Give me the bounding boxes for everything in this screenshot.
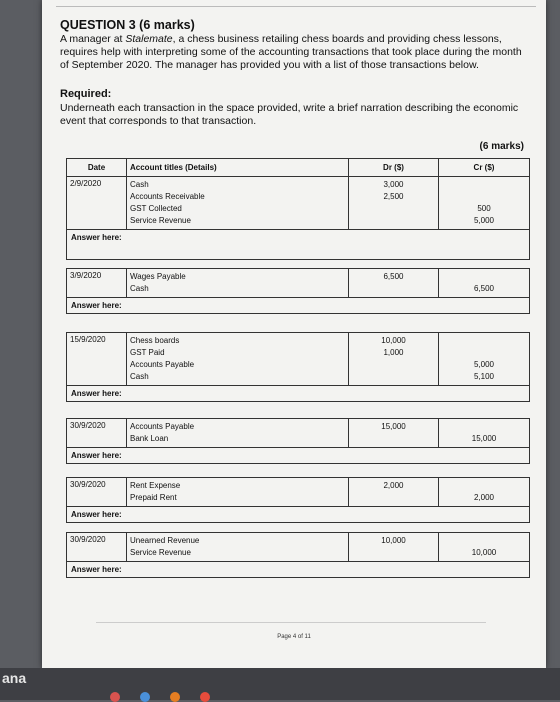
credit-amount: 2,000 [473, 493, 495, 502]
question-intro [60, 33, 530, 72]
marks-label: (6 marks) [479, 141, 524, 152]
debit-amount: 2,000 [383, 481, 404, 490]
answer-area[interactable] [67, 447, 529, 463]
account-title: Accounts Payable [130, 360, 195, 369]
transaction-table [66, 158, 530, 260]
debit-amount [352, 433, 435, 445]
credit-amount: 5,100 [473, 372, 495, 381]
table-row [67, 419, 529, 447]
credit-amount: 5,000 [473, 216, 495, 225]
credit-amount: 500 [477, 204, 491, 213]
transaction-date: 30/9/2020 [67, 419, 127, 447]
app-icon[interactable] [170, 692, 180, 702]
debit-amount [352, 203, 435, 215]
page-footer: Page 4 of 11 [277, 634, 311, 640]
taskbar-label: ana [2, 670, 27, 686]
credit-amount [442, 421, 526, 433]
credit-amount: 15,000 [471, 434, 497, 443]
debit-amount: 6,500 [383, 272, 404, 281]
transaction-table [66, 532, 530, 578]
answer-area[interactable] [67, 229, 529, 259]
debit-amount [352, 283, 435, 295]
account-title: Cash [130, 372, 149, 381]
account-title: GST Paid [130, 348, 165, 357]
credit-amount [442, 191, 526, 203]
debit-amount: 10,000 [381, 336, 406, 345]
debit-amount: 2,500 [383, 192, 404, 201]
debit-amount: 10,000 [381, 536, 406, 545]
answer-label: Answer here: [71, 565, 122, 574]
table-row [67, 269, 529, 297]
credit-amount [442, 535, 526, 547]
account-title: Accounts Payable [130, 422, 195, 431]
account-title: Service Revenue [130, 216, 191, 225]
app-icon[interactable] [110, 692, 120, 702]
debit-amount: 15,000 [381, 422, 406, 431]
table-row [67, 533, 529, 561]
debit-amount: 3,000 [383, 180, 404, 189]
credit-amount: 6,500 [473, 284, 495, 293]
debit-amount [352, 359, 435, 371]
answer-area[interactable] [67, 297, 529, 313]
credit-amount: 5,000 [473, 360, 495, 369]
question-title: QUESTION 3 (6 marks) [60, 18, 195, 32]
account-title: Wages Payable [130, 272, 186, 281]
document-page [42, 0, 546, 668]
intro-company: Stalemate [125, 33, 173, 45]
app-icon[interactable] [140, 692, 150, 702]
debit-amount: 1,000 [383, 348, 404, 357]
header-dr: Dr ($) [349, 159, 439, 177]
answer-label: Answer here: [71, 510, 122, 519]
account-title: Service Revenue [130, 548, 191, 557]
intro-text-b: , a chess business retailing chess boards and providing chess lessons, requires help with interpreting some of the accounting transactions that took place during the month of September 2020. The manager has provided you with a list of those transactions below. [60, 33, 522, 71]
transaction-table [66, 268, 530, 314]
table-row [67, 333, 529, 385]
header-date: Date [67, 159, 127, 177]
debit-amount [352, 215, 435, 227]
answer-area[interactable] [67, 506, 529, 522]
intro-text-a: A manager at [60, 33, 126, 45]
credit-amount [442, 347, 526, 359]
debit-amount [352, 547, 435, 559]
account-title: Accounts Receivable [130, 192, 205, 201]
transaction-table [66, 418, 530, 464]
transaction-date: 15/9/2020 [67, 333, 127, 385]
transaction-table [66, 332, 530, 402]
answer-label: Answer here: [71, 451, 122, 460]
footer-rule [96, 622, 486, 623]
app-icon[interactable] [200, 692, 210, 702]
transaction-table [66, 477, 530, 523]
transaction-date: 3/9/2020 [67, 269, 127, 297]
account-title: Cash [130, 284, 149, 293]
account-title: Bank Loan [130, 434, 169, 443]
debit-amount [352, 371, 435, 383]
table-row [67, 478, 529, 506]
account-title: Unearned Revenue [130, 536, 200, 545]
credit-amount [442, 179, 526, 191]
account-title: Cash [130, 180, 149, 189]
debit-amount [352, 492, 435, 504]
header-cr: Cr ($) [439, 159, 529, 177]
account-title: Prepaid Rent [130, 493, 177, 502]
credit-amount [442, 271, 526, 283]
answer-area[interactable] [67, 385, 529, 401]
answer-label: Answer here: [71, 389, 122, 398]
transaction-date: 2/9/2020 [67, 177, 127, 229]
required-heading: Required: [60, 88, 112, 100]
table-row [67, 177, 529, 229]
credit-amount [442, 335, 526, 347]
answer-label: Answer here: [71, 301, 122, 310]
page-top-rule [56, 6, 536, 7]
answer-label: Answer here: [71, 233, 122, 242]
credit-amount: 10,000 [471, 548, 497, 557]
answer-area[interactable] [67, 561, 529, 577]
table-header-row [67, 159, 529, 177]
account-title: Chess boards [130, 336, 180, 345]
required-text: Underneath each transaction in the space provided, write a brief narration describing the economic event that corresponds to that transaction. [60, 102, 519, 127]
transaction-date: 30/9/2020 [67, 533, 127, 561]
account-title: GST Collected [130, 204, 182, 213]
credit-amount [442, 480, 526, 492]
transaction-date: 30/9/2020 [67, 478, 127, 506]
account-title: Rent Expense [130, 481, 181, 490]
taskbar [0, 668, 560, 700]
header-accounts: Account titles (Details) [127, 159, 349, 177]
